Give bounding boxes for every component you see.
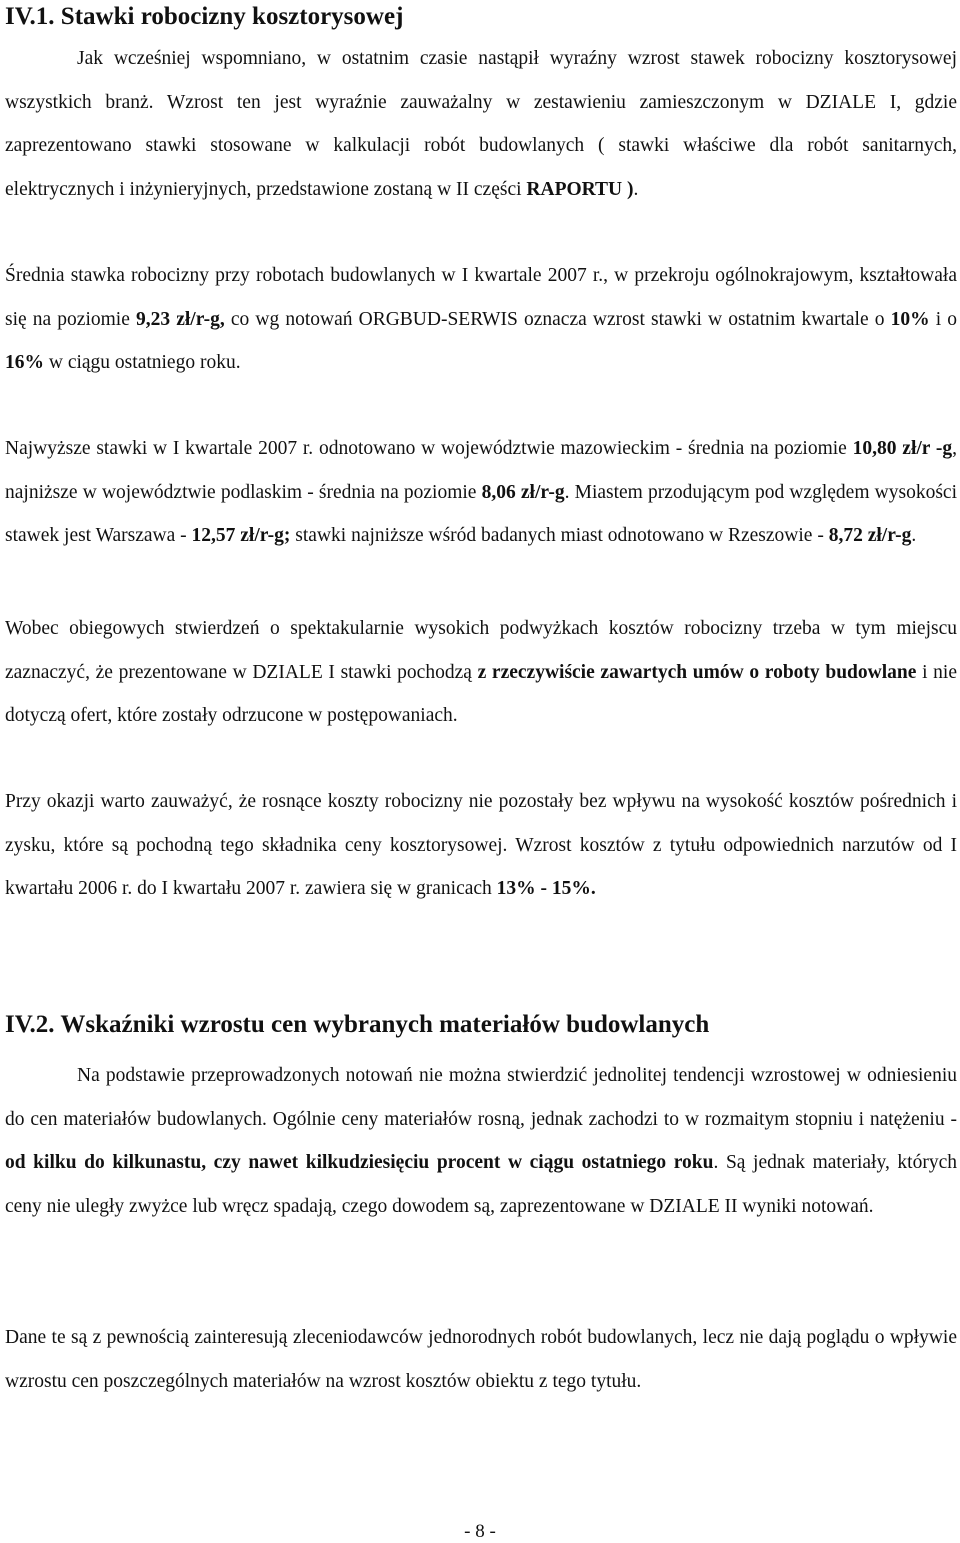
paragraph [5,254,957,385]
bold-text: od kilku do kilkunastu, czy nawet kilkudziesięciu procent w ciągu ostatniego roku [5,1152,714,1173]
bold-text: z rzeczywiście zawartych umów o roboty budowlane [477,661,917,683]
page-number: - 8 - [464,1521,496,1542]
paragraph-text: Dane te są z pewnością zainteresują zleceniodawców jednorodnych robót budowlanych, lecz nie dają poglądu o wpływie wzrostu cen poszczególnych materiałów na wzrost kosztów obiektu z tego tytułu. [5,1327,957,1392]
bold-text: 8,06 zł/r-g [481,481,565,503]
bold-text: 16% [5,352,44,373]
paragraph [5,1054,957,1228]
paragraph-text: i nie dotyczą ofert, które zostały odrzucone w postępowaniach. [5,661,957,726]
paragraph-text: Średnia stawka robocizny przy robotach budowlanych w I kwartale 2007 r., w przekroju ogólnokrajowym, kształtowała się na poziomie [5,265,957,330]
paragraph-text: co wg notowań ORGBUD-SERWIS oznacza wzrost stawki w ostatnim kwartale o [224,308,891,330]
bold-text: 13% - 15%. [496,878,596,899]
paragraph-text: Na podstawie przeprowadzonych notowań nie można stwierdzić jednolitej tendencji wzrostowej w odniesieniu do cen materiałów budowlanych. Ogólnie ceny materiałów rosną, jednak zachodzi to w rozmaitym stopniu i natężeniu - [5,1065,957,1130]
bold-text: 10% [890,308,930,330]
section-heading: IV.2. Wskaźniki wzrostu cen wybranych materiałów budowlanych [5,1011,710,1038]
paragraph-text: . Miastem przodującym pod względem wysokości stawek jest Warszawa - [5,481,957,546]
paragraph-text: . [633,178,639,200]
bold-text: 8,72 zł/r-g [828,525,912,546]
paragraph-text: . Są jednak materiały, których ceny nie uległy zwyżce lub wręcz spadają, czego dowodem są, zaprezentowane w DZIALE II wyniki notowań. [5,1152,957,1217]
paragraph [5,37,957,211]
bold-text: 9,23 zł/r-g, [135,308,225,330]
paragraph-text: Wobec obiegowych stwierdzeń o spektakularnie wysokich podwyżkach kosztów robocizny trzeba w tym miejscu zaznaczyć, że prezentowane w DZIALE I stawki pochodzą [5,618,957,683]
paragraph [5,780,957,911]
paragraph-text: Jak wcześniej wspomniano, w ostatnim czasie nastąpił wyraźny wzrost stawek robocizny kosztorysowej wszystkich branż. Wzrost ten jest wyraźnie zauważalny w zestawieniu zamieszczonym w DZIALE I, gdzie zaprezentowano stawki stosowane w kalkulacji robót budowlanych ( stawki właściwe dla robót sanitarnych, elektrycznych i inżynieryjnych, przedstawione zostaną w II części [5,48,957,200]
paragraph-text: Najwyższe stawki w I kwartale 2007 r. odnotowano w województwie mazowieckim - średnia na poziomie [5,438,853,459]
paragraph-text: i o [929,308,957,330]
bold-text: 12,57 zł/r-g; [191,525,291,546]
paragraph-text: Przy okazji warto zauważyć, że rosnące koszty robocizny nie pozostały bez wpływu na wysokość kosztów pośrednich i zysku, które są pochodną tego składnika ceny kosztorysowej. Wzrost kosztów z tytułu odpowiednich narzutów od I kwartału 2006 r. do I kwartału 2007 r. zawiera się w granicach [5,791,957,899]
paragraph [5,607,957,738]
section-heading: IV.1. Stawki robocizny kosztorysowej [5,3,404,30]
paragraph-text: . [911,525,917,546]
paragraph [5,1316,957,1403]
paragraph-text: , najniższe w województwie podlaskim - średnia na poziomie [5,438,957,503]
paragraph [5,427,957,558]
paragraph-text: w ciągu ostatniego roku. [44,352,241,373]
paragraph-text: stawki najniższe wśród badanych miast odnotowano w Rzeszowie - [290,525,829,546]
bold-text: RAPORTU ) [526,178,634,200]
bold-text: 10,80 zł/r -g [852,438,953,459]
